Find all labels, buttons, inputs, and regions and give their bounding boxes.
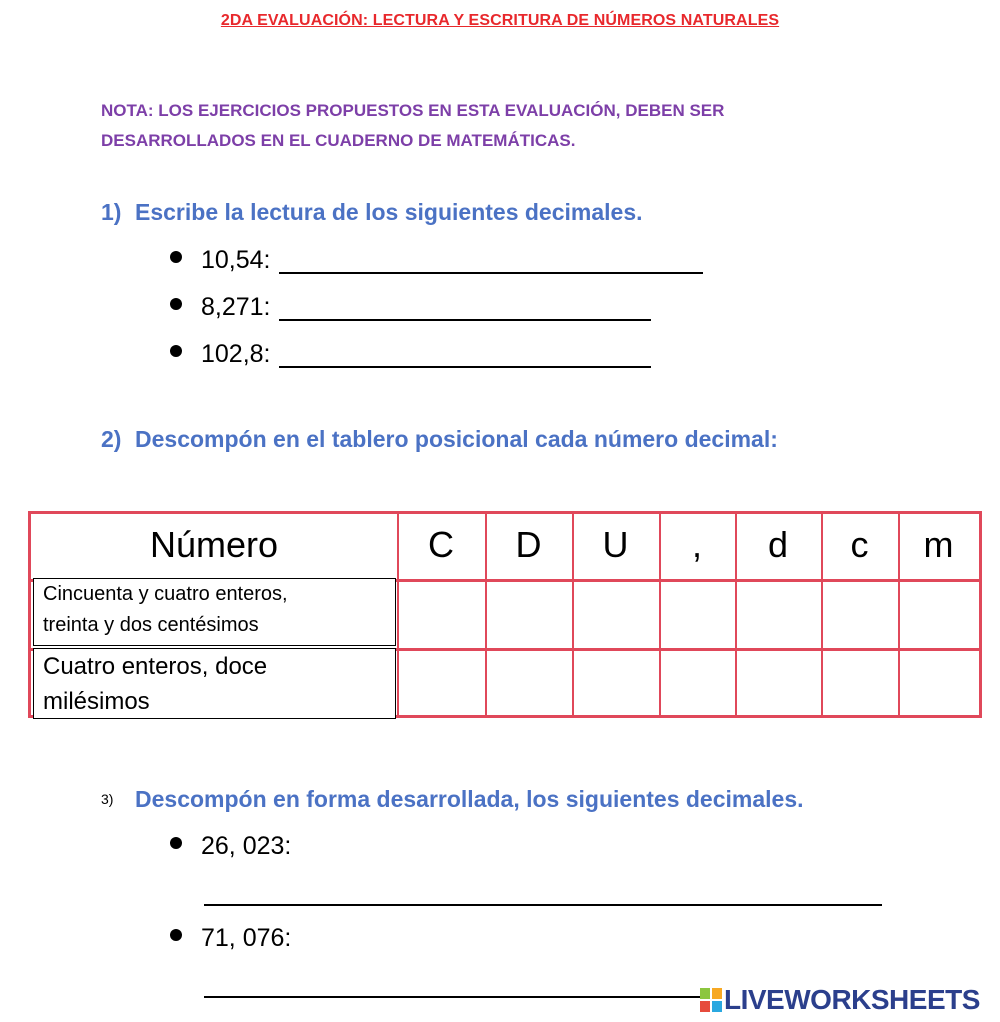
note-text	[101, 96, 861, 156]
liveworksheets-logo-icon	[700, 988, 722, 1012]
bullet-icon	[170, 251, 182, 263]
row-1-line-2: treinta y dos centésimos	[43, 614, 259, 636]
header-milesimos: m	[923, 524, 954, 565]
q3-item-1-label: 26, 023:	[201, 832, 292, 860]
row-2-line-2: milésimos	[43, 688, 150, 715]
header-centenas: C	[428, 524, 454, 565]
question-3-number: 3)	[101, 791, 114, 807]
table-row-2-label	[33, 648, 396, 719]
q1-answer-blank-3[interactable]	[279, 344, 651, 368]
q3-answer-line-1[interactable]	[204, 904, 882, 906]
q3-item-2	[170, 923, 291, 953]
question-2-text: Descompón en el tablero posicional cada número decimal:	[135, 426, 778, 452]
question-1-number: 1)	[101, 199, 122, 225]
q3-item-2-label: 71, 076:	[201, 924, 292, 952]
q1-item-1	[170, 245, 703, 275]
header-coma: ,	[691, 524, 702, 565]
q1-answer-blank-1[interactable]	[279, 250, 703, 274]
header-decenas: D	[515, 524, 542, 565]
q1-item-2	[170, 292, 651, 322]
bullet-icon	[170, 298, 182, 310]
question-3-text: Descompón en forma desarrollada, los siguientes decimales.	[135, 786, 804, 812]
question-1-text: Escribe la lectura de los siguientes decimales.	[135, 199, 643, 225]
bullet-icon	[170, 929, 182, 941]
question-2-number: 2)	[101, 426, 122, 452]
q3-answer-line-2[interactable]	[204, 996, 704, 998]
question-3-heading	[101, 786, 804, 813]
q1-item-1-label: 10,54:	[201, 246, 271, 274]
bullet-icon	[170, 345, 182, 357]
q1-item-3	[170, 339, 651, 369]
liveworksheets-logo-text: LIVEWORKSHEETS	[724, 984, 980, 1015]
liveworksheets-logo	[700, 984, 980, 1016]
header-decimos: d	[767, 524, 789, 565]
note-line-1: NOTA: LOS EJERCICIOS PROPUESTOS EN ESTA EVALUACIÓN, DEBEN SER	[101, 101, 725, 120]
header-unidades: U	[602, 524, 629, 565]
q1-item-3-label: 102,8:	[201, 340, 271, 368]
row-2-line-1: Cuatro enteros, doce	[43, 653, 268, 680]
header-numero: Número	[149, 524, 279, 565]
row-1-line-1: Cincuenta y cuatro enteros,	[43, 583, 288, 605]
question-2-heading	[101, 426, 778, 453]
page-title: 2DA EVALUACIÓN: LECTURA Y ESCRITURA DE NÚMEROS NATURALES	[220, 12, 780, 29]
q3-item-1	[170, 831, 291, 861]
q1-item-2-label: 8,271:	[201, 293, 271, 321]
q1-answer-blank-2[interactable]	[279, 297, 651, 321]
header-centesimos: c	[850, 524, 869, 565]
table-row-1-label	[33, 578, 396, 646]
note-line-2: DESARROLLADOS EN EL CUADERNO DE MATEMÁTICAS.	[101, 131, 576, 150]
question-1-heading	[101, 199, 643, 226]
bullet-icon	[170, 837, 182, 849]
